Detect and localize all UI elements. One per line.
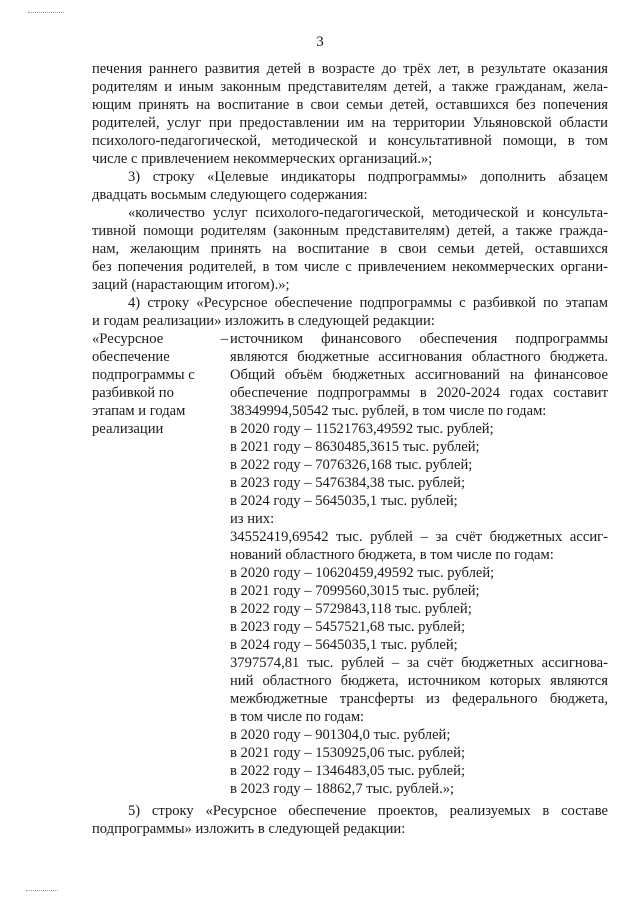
value-line: в 2020 году – 10620459,49592 тыс. рублей; <box>230 565 495 581</box>
value-line: в 2021 году – 1530925,06 тыс. рублей; <box>230 745 466 761</box>
label-line: «Ресурсное <box>92 331 164 347</box>
value-line: в 2020 году – 11521763,49592 тыс. рублей; <box>230 421 494 437</box>
quote-paragraph <box>92 204 608 294</box>
value-line: в 2024 году – 5645035,1 тыс. рублей; <box>230 493 458 509</box>
value-line: источником финансового обеспечения подпрограммы <box>230 331 608 347</box>
text-line: родителям и иным законным представителям детей, а также гражданам, жела- <box>92 79 608 95</box>
text-line: тивной помощи родителям (законным представителям) детей, а также гражда- <box>92 223 608 239</box>
text-line: ющим принять на воспитание в свои семьи детей, оставшихся без попечения <box>92 97 608 113</box>
text-line: психолого-педагогической, методической и консультативной помощи, в том <box>92 133 608 149</box>
document-body <box>92 60 608 838</box>
label-line: подпрограммы с <box>92 367 195 383</box>
value-line: в 2022 году – 1346483,05 тыс. рублей; <box>230 763 466 779</box>
value-line: 34552419,69542 тыс. рублей – за счёт бюджетных ассиг- <box>230 529 608 545</box>
text-line: 5) строку «Ресурсное обеспечение проектов, реализуемых в составе <box>128 803 608 819</box>
text-line: числе с привлечением некоммерческих организаций.»; <box>92 151 433 167</box>
label-line: разбивкой по <box>92 385 174 401</box>
intro-paragraph <box>92 60 608 168</box>
text-line: без попечения родителей, в том числе с привлечением некоммерческих органи- <box>92 259 608 275</box>
scan-mark-bottom-left <box>26 890 58 891</box>
value-line: 38349994,50542 тыс. рублей, в том числе по годам: <box>230 403 547 419</box>
value-line: являются бюджетные ассигнования областного бюджета. <box>230 349 608 365</box>
value-line: в 2023 году – 18862,7 тыс. рублей.»; <box>230 781 455 797</box>
text-line: печения раннего развития детей в возрасте до трёх лет, в результате оказания <box>92 61 608 77</box>
value-line: 3797574,81 тыс. рублей – за счёт бюджетных ассигнова- <box>230 655 608 671</box>
text-line: заций (нарастающим итогом).»; <box>92 277 290 293</box>
value-line: из них: <box>230 511 275 527</box>
value-line: в 2020 году – 901304,0 тыс. рублей; <box>230 727 451 743</box>
item-4-paragraph <box>92 294 608 330</box>
text-line: 3) строку «Целевые индикаторы подпрограммы» дополнить абзацем <box>128 169 608 185</box>
text-line: и годам реализации» изложить в следующей редакции: <box>92 313 435 329</box>
value-line: ний областного бюджета, источником которых являются <box>230 673 608 689</box>
value-line: межбюджетные трансферты из федерального бюджета, <box>230 691 608 707</box>
value-line: в 2023 году – 5476384,38 тыс. рублей; <box>230 475 466 491</box>
text-line: подпрограммы» изложить в следующей редакции: <box>92 821 406 837</box>
value-line: в 2022 году – 5729843,118 тыс. рублей; <box>230 601 472 617</box>
value-line: в 2024 году – 5645035,1 тыс. рублей; <box>230 637 458 653</box>
value-line: в том числе по годам: <box>230 709 365 725</box>
value-line: в 2022 году – 7076326,168 тыс. рублей; <box>230 457 473 473</box>
value-line: Общий объём бюджетных ассигнований на финансовое <box>230 367 608 383</box>
label-line: обеспечение <box>92 349 170 365</box>
scan-mark-top-left <box>28 12 64 13</box>
item-5-paragraph <box>92 802 608 838</box>
text-line: двадцать восьмым следующего содержания: <box>92 187 368 203</box>
text-line: «количество услуг психолого-педагогической, методической и консульта- <box>128 205 608 221</box>
text-line: нам, желающим принять на воспитание в свои семьи детей, оставшихся <box>92 241 608 257</box>
text-line: 4) строку «Ресурсное обеспечение подпрограммы с разбивкой по этапам <box>128 295 608 311</box>
value-line: в 2023 году – 5457521,68 тыс. рублей; <box>230 619 466 635</box>
resource-table <box>92 330 608 798</box>
value-line: обеспечение подпрограммы в 2020-2024 годах составит <box>230 385 608 401</box>
label-line: этапам и годам <box>92 403 186 419</box>
label-line: реализации <box>92 421 164 437</box>
dash-separator: – <box>220 331 228 347</box>
value-line: в 2021 году – 8630485,3615 тыс. рублей; <box>230 439 480 455</box>
item-3-paragraph <box>92 168 608 204</box>
text-line: родителей, услуг при предоставлении им на территории Ульяновской области <box>92 115 608 131</box>
value-line: в 2021 году – 7099560,3015 тыс. рублей; <box>230 583 480 599</box>
page-number: 3 <box>316 34 324 50</box>
value-line: нований областного бюджета, в том числе по годам: <box>230 547 554 563</box>
resource-row-value <box>230 330 608 798</box>
